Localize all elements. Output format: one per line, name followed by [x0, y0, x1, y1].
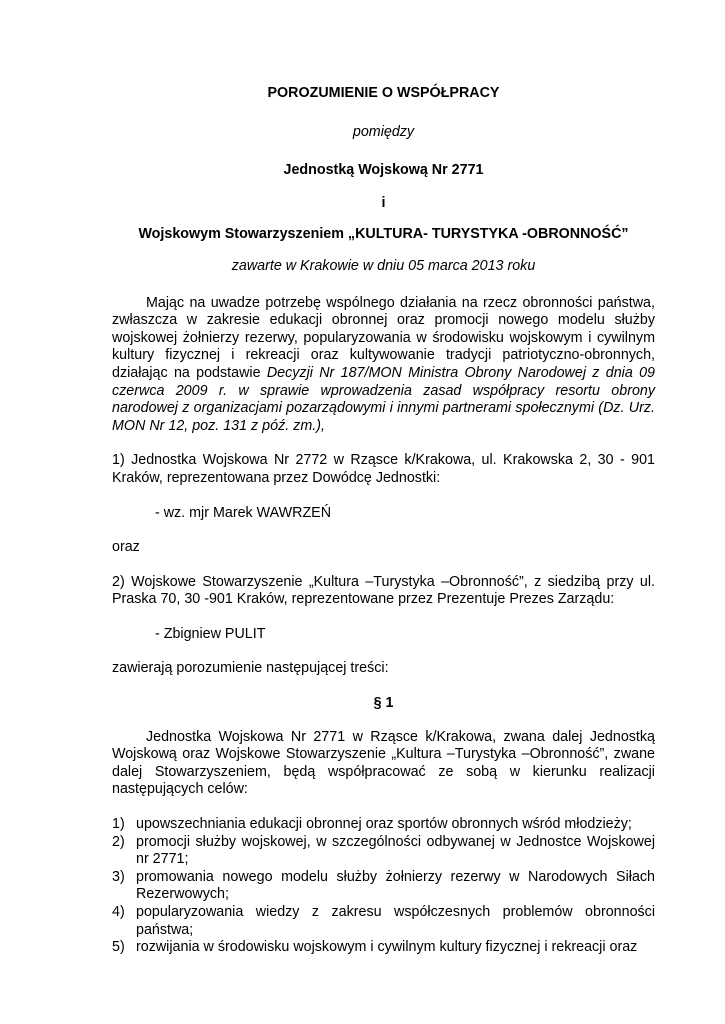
section-1-heading: § 1 — [373, 695, 394, 712]
list-item — [112, 816, 655, 834]
list-item — [112, 869, 655, 904]
list-item — [112, 834, 655, 869]
list-item-number: 3) — [112, 868, 125, 885]
list-item-number: 2) — [112, 833, 125, 850]
party-one-representative: - wz. mjr Marek WAWRZEŃ — [155, 504, 332, 521]
party-two-heading: Wojskowym Stowarzyszeniem „KULTURA- TURYSTYKA -OBRONNOŚĆ” — [138, 226, 629, 243]
list-item-text: upowszechniania edukacji obronnej oraz sportów obronnych wśród młodzieży; — [136, 816, 632, 833]
place-date-line: zawarte w Krakowie w dniu 05 marca 2013 roku — [231, 257, 536, 274]
list-item-number: 4) — [112, 904, 125, 920]
goals-list — [112, 816, 655, 957]
list-item-text: rozwijania w środowisku wojskowym i cywilnym kultury fizycznej i rekreacji oraz — [136, 939, 638, 956]
list-item — [112, 904, 655, 939]
list-item-text: promocji służby wojskowej, w szczególności odbywanej w Jednostce Wojskowej nr 2771; — [136, 833, 655, 868]
list-item — [112, 939, 655, 957]
list-item-number: 1) — [112, 816, 125, 833]
intro-text: Mając na uwadze potrzebę wspólnego działania na rzecz obronności państwa, zwłaszcza w zakresie edukacji obronnej oraz promocji nowego modelu służby wojskowej żołnierzy rezerwy, popularyzowania w środowisku wojskowym i cywilnym kultury fizycznej i rekreacji oraz kultywowanie tradycji patriotyczno-obronnych, działając na podstawie — [112, 294, 655, 381]
oraz-connector: oraz — [112, 539, 140, 556]
and-connector: i — [381, 194, 386, 211]
document-title: POROZUMIENIE O WSPÓŁPRACY — [267, 85, 500, 101]
legal-basis: Decyzji Nr 187/MON Ministra Obrony Narodowej z dnia 09 czerwca 2009 r. w sprawie wprowadzenia zasad współpracy resortu obrony narodowej z organizacjami pozarządowymi i innymi partnerami społecznymi (Dz. Urz. MON Nr 12, poz. 131 z póź. zm.), — [112, 364, 655, 434]
list-item-number: 5) — [112, 939, 125, 956]
list-item-text: popularyzowania wiedzy z zakresu współczesnych problemów obronności państwa; — [136, 904, 655, 938]
between-label: pomiędzy — [352, 123, 415, 140]
intro-paragraph — [112, 295, 655, 436]
party-one-heading: Jednostką Wojskową Nr 2771 — [283, 162, 484, 179]
party-two-paragraph: 2) Wojskowe Stowarzyszenie „Kultura –Turystyka –Obronność”, z siedzibą przy ul. Praska 70, 30 -901 Kraków, reprezentowane przez Prezentuje Prezes Zarządu: — [112, 573, 655, 608]
list-item-text: promowania nowego modelu służby żołnierzy rezerwy w Narodowych Siłach Rezerwowych; — [136, 868, 655, 903]
section-1-paragraph: Jednostka Wojskowa Nr 2771 w Rząsce k/Krakowa, zwana dalej Jednostką Wojskową oraz Wojskowe Stowarzyszenie „Kultura –Turystyka –Obronność”, zwane dalej Stowarzyszeniem, będą współpracować ze sobą w kierunku realizacji następujących celów: — [112, 728, 655, 798]
party-two-representative: - Zbigniew PULIT — [155, 625, 266, 642]
conclusion-line: zawierają porozumienie następującej treści: — [112, 660, 389, 677]
party-one-paragraph: 1) Jednostka Wojskowa Nr 2772 w Rząsce k/Krakowa, ul. Krakowska 2, 30 - 901 Kraków, reprezentowana przez Dowódcę Jednostki: — [112, 452, 655, 486]
